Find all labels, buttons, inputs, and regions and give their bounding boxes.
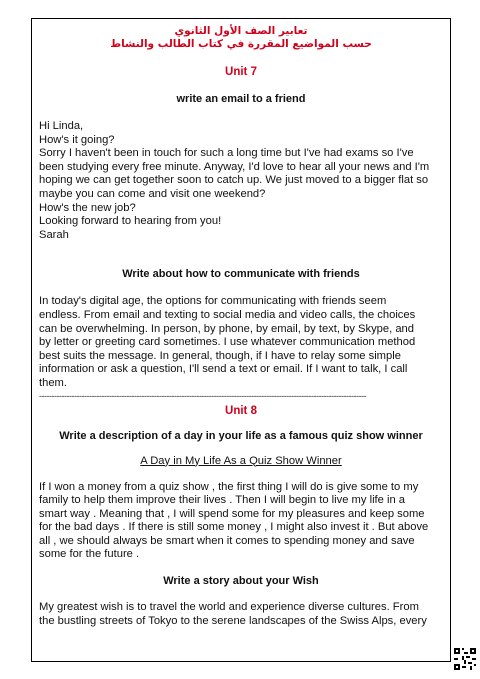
email-line: Sorry I haven't been in touch for such a long time but I've had exams so I've: [39, 147, 414, 160]
qr-code-icon: [454, 648, 476, 670]
arabic-title-line-1: تعابير الصف الأول الثانوي: [174, 25, 308, 37]
communicate-line: them.: [39, 376, 67, 389]
quiz-line: family to help them improve their lives . Then I will begin to live my life in a: [39, 494, 406, 507]
quiz-line: all , we should always be smart when it comes to spending money and save: [39, 534, 415, 547]
communicate-line: In today's digital age, the options for communicating with friends seem: [39, 295, 387, 308]
communicate-line: best suits the message. In general, though, if I have to relay some simple: [39, 349, 401, 362]
wish-line: My greatest wish is to travel the world and experience diverse cultures. From: [39, 601, 419, 614]
email-heading: write an email to a friend: [176, 93, 306, 105]
communicate-line: can be overwhelming. In person, by phone, by email, by text, by Skype, and: [39, 322, 414, 335]
quiz-line: smart way . Meaning that , I will spend some for my pleasures and keep some: [39, 507, 425, 520]
email-line: maybe you can come and visit one weekend?: [39, 187, 266, 200]
quiz-subtitle: A Day in My Life As a Quiz Show Winner: [140, 454, 342, 467]
communicate-line: endless. From email and texting to social media and video calls, the choices: [39, 308, 416, 321]
unit-8-label: Unit 8: [225, 404, 257, 417]
email-line: hoping we can get together soon to catch up. We just moved to a bigger flat so: [39, 174, 429, 187]
communicate-line: information or ask a question, I'll send a text or email. If I want to talk, I call: [39, 363, 408, 376]
wish-heading: Write a story about your Wish: [163, 575, 319, 588]
communicate-line: by letter or greeting card sometimes. I use whatever communication method: [39, 336, 416, 349]
quiz-line: for the bad days . If there is still some money , I might also invest it . But above: [39, 521, 429, 534]
communicate-body: [39, 295, 443, 390]
unit-7-label: Unit 7: [225, 66, 257, 78]
email-body: [39, 120, 443, 242]
communicate-heading: Write about how to communicate with friends: [122, 268, 360, 281]
email-line: Looking forward to hearing from you!: [39, 215, 222, 228]
quiz-line: If I won a money from a quiz show , the first thing I will do is give some to my: [39, 480, 419, 493]
email-line: How's it going?: [39, 133, 115, 146]
email-line: Hi Linda,: [39, 120, 84, 132]
email-line: been studying every free minute. Anyway, I'd love to hear all your news and I'm: [39, 160, 430, 173]
quiz-line: some for the future .: [39, 548, 140, 561]
email-line: Sarah: [39, 228, 69, 241]
wish-body: [39, 601, 443, 628]
document-page: [31, 18, 451, 662]
section-separator: -----------------------------------------------------------------------------------------------------------------------------------: [39, 390, 367, 401]
arabic-title-line-2: حسب المواضيع المقررة في كتاب الطالب والنشاط: [110, 38, 372, 50]
wish-line: the bustling streets of Tokyo to the serene landscapes of the Swiss Alps, every: [39, 614, 427, 627]
quiz-heading: Write a description of a day in your life as a famous quiz show winner: [59, 429, 423, 442]
email-line: How's the new job?: [39, 201, 136, 214]
quiz-body: [39, 481, 443, 563]
